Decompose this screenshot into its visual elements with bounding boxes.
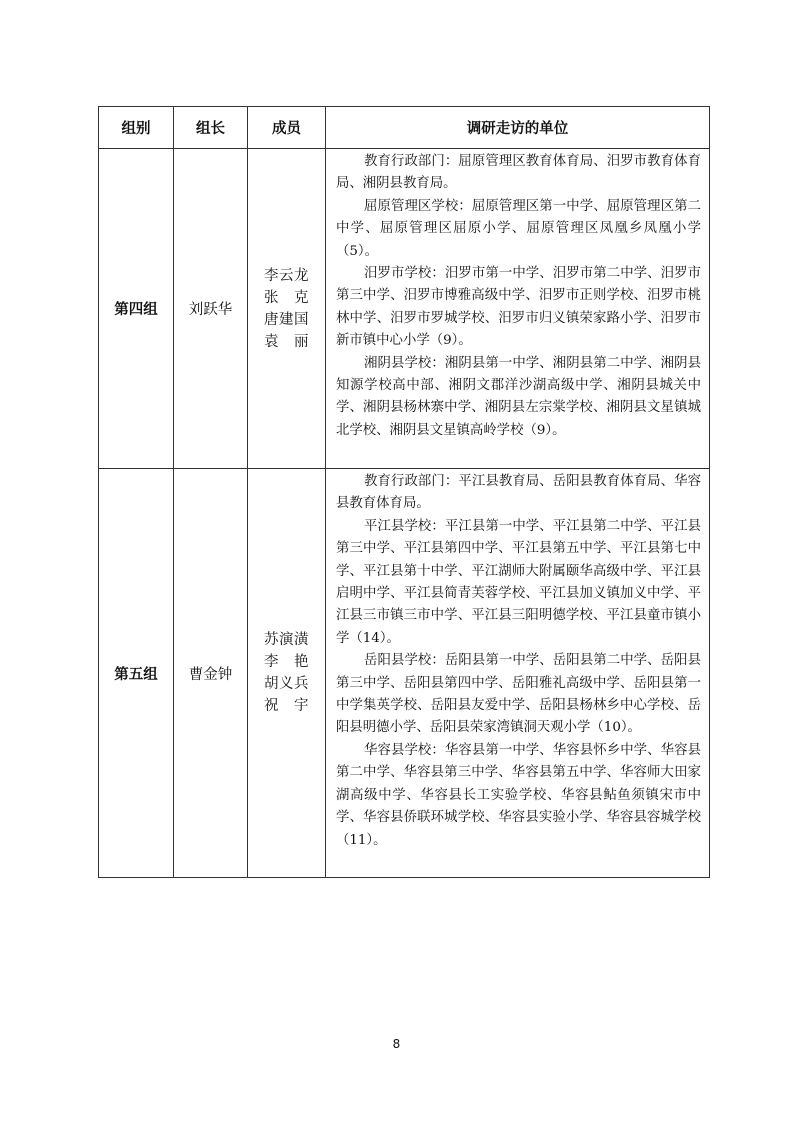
units-paragraph: 平江县学校：平江县第一中学、平江县第二中学、平江县第三中学、平江县第四中学、平江县第五中学、平江县第七中学、平江县第十中学、平江湖师大附属颐华高级中学、平江县启明中学、平江县简青芙蓉学校、平江县加义镇加义中学、平江县三市镇三市中学、平江县三阳明德学校、平江县童市镇小学（14）。 bbox=[336, 518, 701, 646]
research-units-table bbox=[98, 106, 710, 878]
header-leader: 组长 bbox=[174, 107, 248, 149]
group-cell: 第五组 bbox=[99, 469, 174, 878]
member-name: 李云龙 bbox=[264, 267, 309, 284]
leader-cell: 刘跃华 bbox=[174, 149, 248, 469]
table-row bbox=[99, 469, 710, 878]
group-cell: 第四组 bbox=[99, 149, 174, 469]
members-cell bbox=[248, 149, 326, 469]
units-paragraph: 屈原管理区学校：屈原管理区第一中学、屈原管理区第二中学、屈原管理区屈原小学、屈原管理区凤凰乡凤凰小学（5）。 bbox=[336, 198, 701, 259]
member-name: 祝 宇 bbox=[264, 698, 309, 714]
units-cell bbox=[326, 469, 710, 878]
leader-cell: 曹金钟 bbox=[174, 469, 248, 878]
units-cell bbox=[326, 149, 710, 469]
units-paragraph: 湘阴县学校：湘阴县第一中学、湘阴县第二中学、湘阴县知源学校高中部、湘阴文郡洋沙湖高级中学、湘阴县城关中学、湘阴县杨林寨中学、湘阴县左宗棠学校、湘阴县文星镇城北学校、湘阴县文星镇高岭学校（9）。 bbox=[336, 355, 701, 438]
header-units: 调研走访的单位 bbox=[326, 107, 710, 149]
page-number: 8 bbox=[392, 1037, 401, 1051]
members-cell bbox=[248, 469, 326, 878]
member-name: 胡义兵 bbox=[264, 676, 309, 692]
table-header-row bbox=[99, 107, 710, 149]
member-name: 唐建国 bbox=[264, 311, 309, 328]
units-paragraph: 教育行政部门：屈原管理区教育体育局、汨罗市教育体育局、湘阴县教育局。 bbox=[336, 154, 701, 192]
header-members: 成员 bbox=[248, 107, 326, 149]
units-paragraph: 教育行政部门：平江县教育局、岳阳县教育体育局、华容县教育体育局。 bbox=[336, 474, 701, 512]
table-row bbox=[99, 149, 710, 469]
units-paragraph: 汨罗市学校：汨罗市第一中学、汨罗市第二中学、汨罗市第三中学、汨罗市博雅高级中学、汨罗市正则学校、汨罗市桃林中学、汨罗市罗城学校、汨罗市归义镇荣家路小学、汨罗市新市镇中心小学（9）。 bbox=[336, 266, 701, 349]
header-group: 组别 bbox=[99, 107, 174, 149]
member-name: 李 艳 bbox=[264, 654, 309, 670]
units-paragraph: 岳阳县学校：岳阳县第一中学、岳阳县第二中学、岳阳县第三中学、岳阳县第四中学、岳阳雅礼高级中学、岳阳县第一中学集英学校、岳阳县友爱中学、岳阳县杨林乡中心学校、岳阳县明德小学、岳阳县荣家湾镇洞天观小学（10）。 bbox=[336, 653, 701, 736]
member-name: 张 克 bbox=[264, 289, 309, 306]
member-name: 苏演潢 bbox=[264, 632, 309, 648]
member-name: 袁 丽 bbox=[264, 333, 309, 350]
units-paragraph: 华容县学校：华容县第一中学、华容县怀乡中学、华容县第二中学、华容县第三中学、华容县第五中学、华容师大田家湖高级中学、华容县长工实验学校、华容县鲇鱼须镇宋市中学、华容县侨联环城学校、华容县实验小学、华容县容城学校（11）。 bbox=[336, 742, 701, 848]
